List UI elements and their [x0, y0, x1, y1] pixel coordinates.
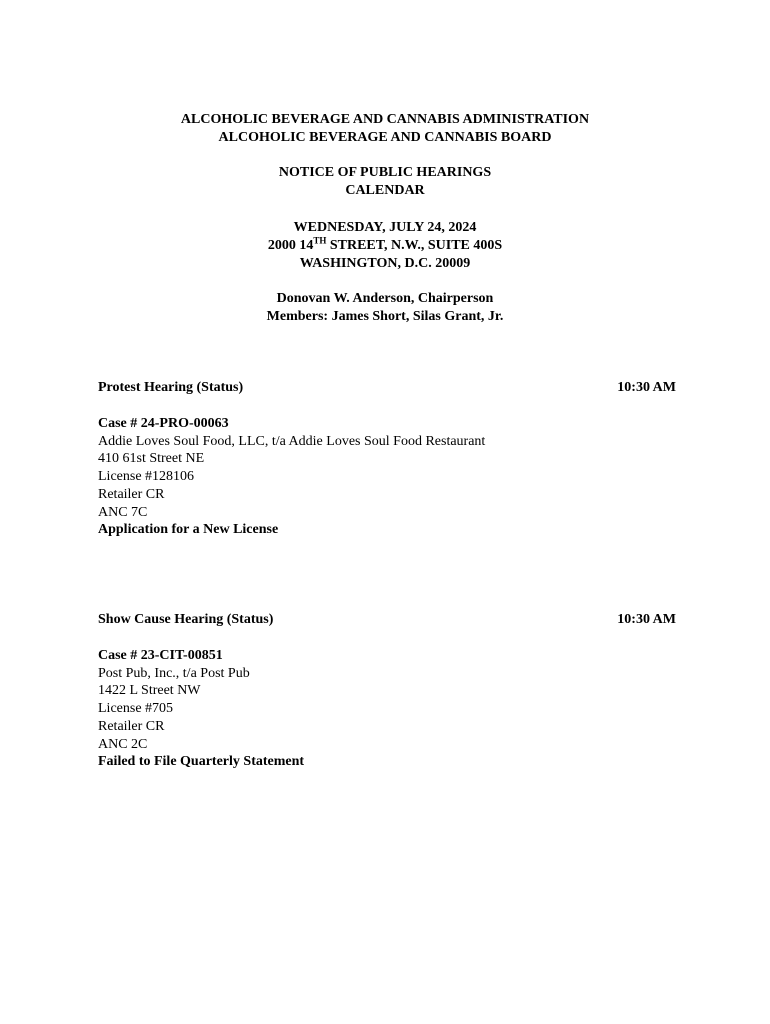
hearing-section [98, 379, 676, 539]
case-anc: ANC 2C [98, 736, 148, 752]
case-license-class: Retailer CR [98, 486, 165, 502]
hearing-address [0, 237, 770, 255]
case-entity: Post Pub, Inc., t/a Post Pub [98, 665, 250, 681]
case-anc: ANC 7C [98, 504, 148, 520]
hearing-heading [98, 379, 676, 397]
case-license: License #128106 [98, 469, 195, 485]
case-number: Case # 23-CIT-00851 [98, 648, 223, 663]
case-matter: Application for a New License [98, 522, 279, 538]
agency-header [0, 111, 770, 147]
date-location-header [0, 219, 770, 273]
hearing-time: 10:30 AM [617, 380, 676, 395]
board-members: Members: James Short, Silas Grant, Jr. [266, 309, 504, 324]
case-matter: Failed to File Quarterly Statement [98, 754, 305, 770]
hearing-heading [98, 611, 676, 629]
case-entity: Addie Loves Soul Food, LLC, t/a Addie Loves Soul Food Restaurant [98, 433, 486, 449]
board-members-header [0, 290, 770, 326]
case-details [98, 647, 676, 771]
address-number: 2000 14 [267, 238, 314, 253]
case-address: 1422 L Street NW [98, 683, 201, 699]
hearing-time: 10:30 AM [617, 612, 676, 627]
case-license-class: Retailer CR [98, 718, 165, 734]
calendar-label: CALENDAR [345, 183, 425, 198]
hearing-type: Show Cause Hearing (Status) [98, 612, 274, 627]
case-address: 410 61st Street NE [98, 451, 205, 467]
case-details [98, 415, 676, 539]
address-suffix: TH [313, 235, 327, 246]
hearing-type: Protest Hearing (Status) [98, 380, 244, 395]
case-license: License #705 [98, 701, 174, 717]
board-name: ALCOHOLIC BEVERAGE AND CANNABIS BOARD [218, 130, 552, 145]
case-number: Case # 24-PRO-00063 [98, 416, 229, 431]
notice-header [0, 164, 770, 200]
address-rest: STREET, N.W., SUITE 400S [326, 238, 503, 253]
notice-title: NOTICE OF PUBLIC HEARINGS [278, 165, 492, 180]
agency-name: ALCOHOLIC BEVERAGE AND CANNABIS ADMINISTRATION [180, 112, 590, 127]
hearing-section [98, 611, 676, 771]
chairperson: Donovan W. Anderson, Chairperson [276, 291, 494, 306]
hearing-date: WEDNESDAY, JULY 24, 2024 [293, 220, 477, 235]
hearing-city: WASHINGTON, D.C. 20009 [299, 256, 471, 271]
